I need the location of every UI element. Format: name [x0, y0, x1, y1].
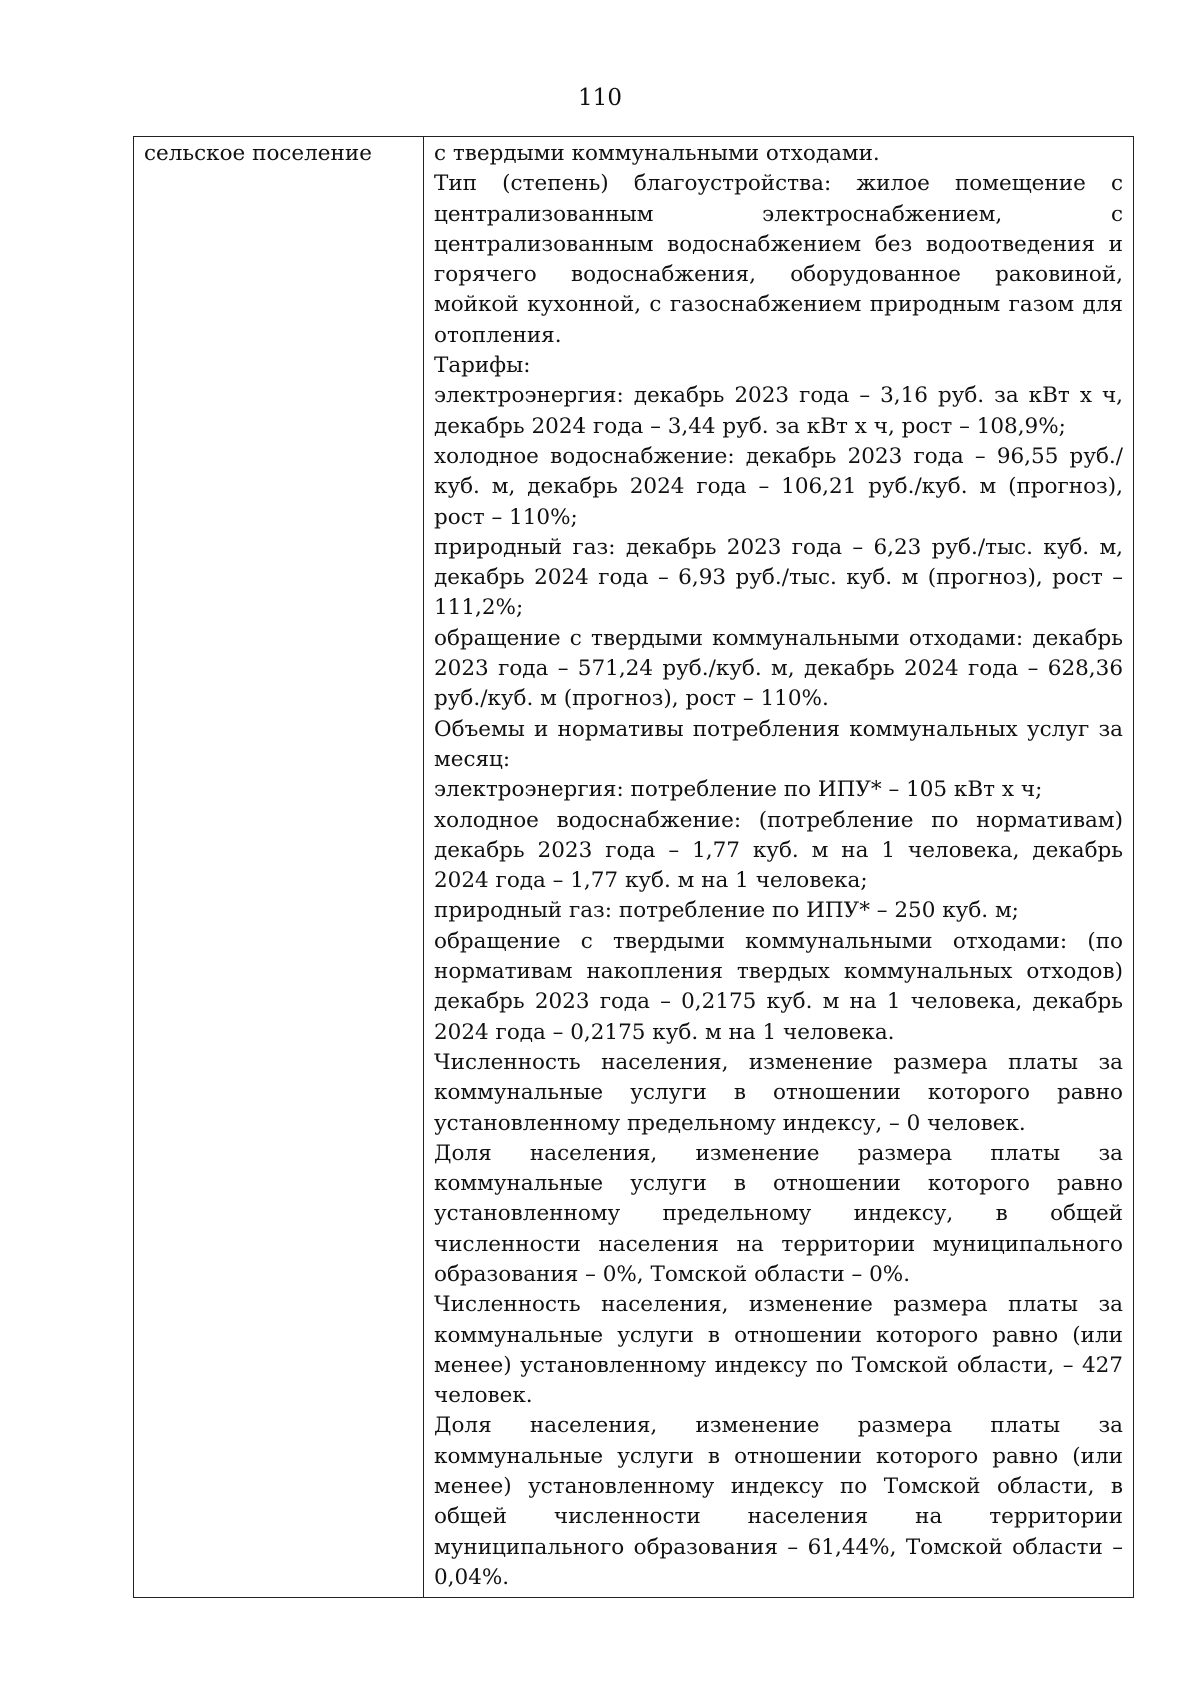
- paragraph-waste-continuation: с твердыми коммунальными отходами.: [434, 141, 880, 166]
- paragraph-volume-solid-waste: обращение с твердыми коммунальными отходами: (по нормативам накопления твердых коммунальных отходов) декабрь 2023 года – 0,2175 куб. м на 1 человека, декабрь 2024 года – 0,2175 куб. м на 1 человека.: [434, 928, 1123, 1045]
- paragraph-volume-electricity: электроэнергия: потребление по ИПУ* – 105 кВт х ч;: [434, 777, 1043, 803]
- paragraph-tariffs-heading: Тарифы:: [434, 353, 531, 379]
- paragraph-tariff-natural-gas: природный газ: декабрь 2023 года – 6,23 руб./тыс. куб. м, декабрь 2024 года – 6,93 руб./тыс. куб. м (прогноз), рост – 111,2%;: [434, 534, 1123, 621]
- table-cell-description: [424, 137, 1134, 1598]
- paragraph-population-at-or-below-index: Численность населения, изменение размера платы за коммунальные услуги в отношении которого равно (или менее) установленному индексу по Томской области, – 427 человек.: [434, 1292, 1123, 1409]
- paragraph-tariff-solid-waste: обращение с твердыми коммунальными отходами: декабрь 2023 года – 571,24 руб./куб. м, декабрь 2024 года – 628,36 руб./куб. м (прогноз), рост – 110%.: [434, 625, 1123, 712]
- paragraph-volume-cold-water: холодное водоснабжение: (потребление по нормативам) декабрь 2023 года – 1,77 куб. м на 1 человека, декабрь 2024 года – 1,77 куб. м на 1 человека;: [434, 807, 1123, 894]
- settlement-type-label: сельское поселение: [144, 141, 372, 166]
- paragraph-share-at-or-below-index: Доля населения, изменение размера платы за коммунальные услуги в отношении которого равно (или менее) установленному индексу по Томской области, в общей численности населения на территории муниципального образования – 61,44%, Томской области – 0,04%.: [434, 1413, 1123, 1590]
- paragraph-volumes-heading: Объемы и нормативы потребления коммунальных услуг за месяц:: [434, 716, 1123, 772]
- paragraph-share-at-limit: Доля населения, изменение размера платы за коммунальные услуги в отношении которого равно установленному предельному индексу, в общей численности населения на территории муниципального образования – 0%, Томской области – 0%.: [434, 1140, 1123, 1287]
- paragraph-population-at-limit: Численность населения, изменение размера платы за коммунальные услуги в отношении которого равно установленному предельному индексу, – 0 человек.: [434, 1049, 1123, 1136]
- document-table: [133, 136, 1134, 1598]
- page-number: 110: [578, 85, 622, 111]
- paragraph-improvement-type: Тип (степень) благоустройства: жилое помещение с централизованным электроснабжением, с централизованным водоснабжением без водоотведения и горячего водоснабжения, оборудованное раковиной, мойкой кухонной, с газоснабжением природным газом для отопления.: [434, 171, 1123, 348]
- paragraph-tariff-cold-water: холодное водоснабжение: декабрь 2023 года – 96,55 руб./куб. м, декабрь 2024 года – 106,21 руб./куб. м (прогноз), рост – 110%;: [434, 443, 1123, 530]
- table-cell-settlement-type: [134, 137, 424, 1598]
- description-body: [424, 137, 1133, 1597]
- paragraph-volume-natural-gas: природный газ: потребление по ИПУ* – 250 куб. м;: [434, 898, 1019, 924]
- paragraph-tariff-electricity: электроэнергия: декабрь 2023 года – 3,16 руб. за кВт х ч, декабрь 2024 года – 3,44 руб. за кВт х ч, рост – 108,9%;: [434, 383, 1123, 439]
- table-row: [134, 137, 1134, 1598]
